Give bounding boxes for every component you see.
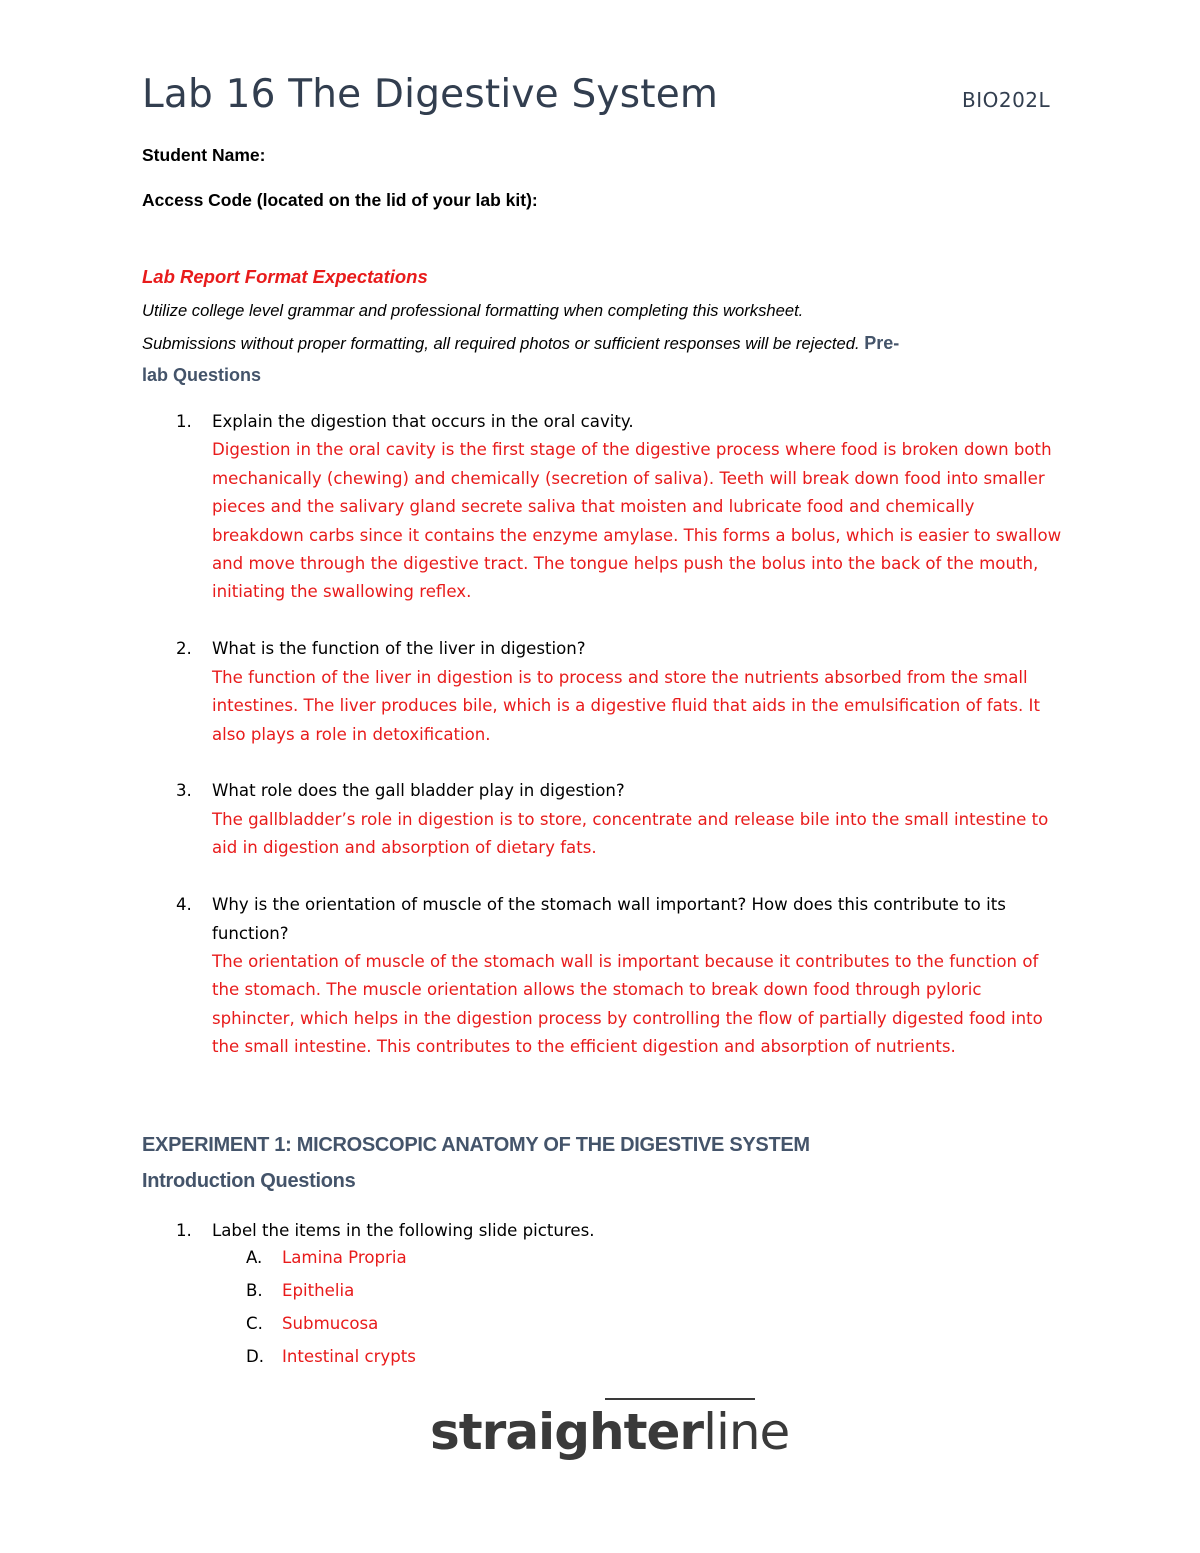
- straighterline-logo: [430, 1398, 790, 1468]
- label-letter: D.: [246, 1347, 265, 1366]
- list-item: [246, 1343, 416, 1376]
- label-value: Intestinal crypts: [282, 1347, 416, 1366]
- question-number: 4.: [176, 895, 192, 915]
- label-value: Submucosa: [282, 1314, 379, 1333]
- list-item: [246, 1310, 416, 1343]
- list-item: [246, 1244, 416, 1277]
- logo-wordmark-light: line: [703, 1403, 790, 1461]
- answer-text: The function of the liver in digestion is to process and store the nutrients absorbed from the small intestines. The liver produces bile, which is a digestive fluid that aids in the emulsification of fats. It also plays a role in detoxification.: [212, 667, 1040, 744]
- list-item: [142, 408, 1062, 607]
- question-number: 3.: [176, 781, 192, 801]
- document-title: Lab 16 The Digestive System: [142, 72, 719, 117]
- question-number: 1.: [176, 1221, 192, 1240]
- question-text: Explain the digestion that occurs in the oral cavity.: [212, 412, 634, 431]
- question-number: 2.: [176, 639, 192, 659]
- answer-text: The orientation of muscle of the stomach wall is important because it contributes to the function of the stomach. The muscle orientation allows the stomach to break down food through pyloric sphincter, which helps in the digestion process by controlling the flow of partially digested food into the small intestine. This contributes to the efficient digestion and absorption of nutrients.: [212, 952, 1043, 1057]
- label-value: Lamina Propria: [282, 1248, 407, 1267]
- format-expectations-line-1: Utilize college level grammar and professional formatting when completing this worksheet.: [142, 301, 804, 320]
- answer-text: Digestion in the oral cavity is the first stage of the digestive process where food is broken down both mechanically (chewing) and chemically (secretion of saliva). Teeth will break down food into smaller pieces and the salivary gland secrete saliva that moisten and lubricate food and chemically breakdown carbs since it contains the enzyme amylase. This forms a bolus, which is easier to swallow and move through the digestive tract. The tongue helps push the bolus into the back of the mouth, initiating the swallowing reflex.: [212, 440, 1062, 602]
- label-letter: C.: [246, 1314, 263, 1333]
- label-value: Epithelia: [282, 1281, 355, 1300]
- logo-wordmark-bold: straighter: [430, 1403, 704, 1461]
- list-item: [142, 635, 1062, 749]
- logo-overline: [605, 1398, 755, 1400]
- list-item: [142, 777, 1062, 862]
- introduction-questions-heading: Introduction Questions: [142, 1170, 356, 1192]
- format-expectations-line-2-text: Submissions without proper formatting, all required photos or sufficient responses will be rejected.: [142, 334, 860, 353]
- list-item: [246, 1277, 416, 1310]
- answer-text: The gallbladder’s role in digestion is to store, concentrate and release bile into the small intestine to aid in digestion and absorption of dietary fats.: [212, 809, 1049, 858]
- prelab-heading-part-1: Pre-: [864, 333, 900, 353]
- list-item: [142, 891, 1062, 1061]
- experiment-1-heading: EXPERIMENT 1: MICROSCOPIC ANATOMY OF THE DIGESTIVE SYSTEM: [142, 1134, 810, 1156]
- logo-wordmark: [430, 1402, 789, 1462]
- question-text: What role does the gall bladder play in digestion?: [212, 781, 625, 801]
- question-text: Label the items in the following slide pictures.: [212, 1221, 595, 1240]
- label-letter: B.: [246, 1281, 263, 1300]
- access-code-label: Access Code (located on the lid of your lab kit):: [142, 190, 538, 210]
- question-text: What is the function of the liver in digestion?: [212, 639, 586, 659]
- label-letter: A.: [246, 1248, 263, 1267]
- format-expectations-heading: Lab Report Format Expectations: [142, 266, 428, 287]
- format-expectations-line-2: [142, 333, 899, 354]
- question-number: 1.: [176, 412, 192, 431]
- prelab-heading-part-2: lab Questions: [142, 365, 262, 385]
- question-text: Why is the orientation of muscle of the stomach wall important? How does this contribute to its function?: [212, 895, 1006, 943]
- prelab-questions-list: [142, 408, 1062, 1090]
- course-code: BIO202L: [962, 88, 1051, 112]
- slide-labels-list: [246, 1244, 416, 1376]
- student-name-label: Student Name:: [142, 145, 266, 165]
